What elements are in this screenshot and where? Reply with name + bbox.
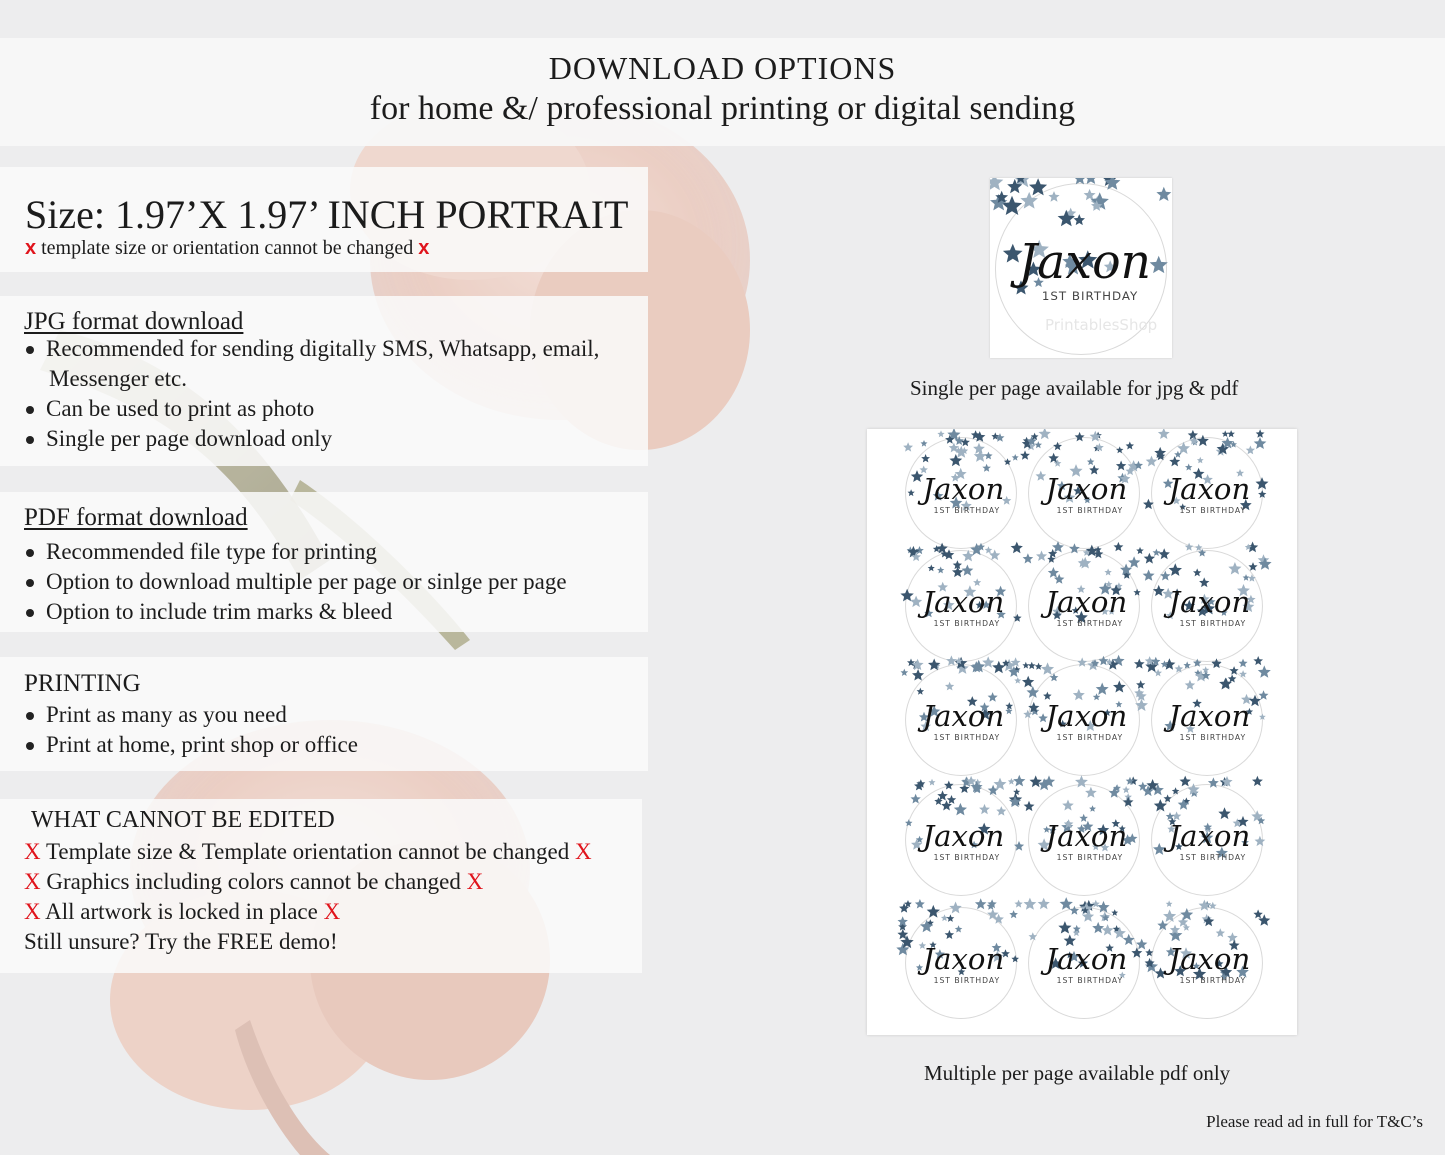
star-icon <box>1253 656 1263 665</box>
star-icon <box>1143 570 1155 581</box>
star-icon <box>1011 542 1023 554</box>
star-icon <box>1159 548 1170 559</box>
edit-line: X Graphics including colors cannot be changed X <box>24 869 484 894</box>
star-icon <box>1166 900 1173 907</box>
printing-panel <box>0 657 648 771</box>
star-icon <box>1009 910 1018 918</box>
demo-line: Still unsure? Try the FREE demo! <box>24 929 338 954</box>
list-item: Recommended file type for printing <box>24 537 567 567</box>
star-icon <box>1239 659 1248 668</box>
sticker-name: Jaxon <box>922 941 1005 976</box>
red-x-icon: X <box>24 899 41 924</box>
star-icon <box>1128 556 1140 568</box>
bullet-dot-icon <box>26 406 34 414</box>
bullet-dot-icon <box>26 436 34 444</box>
page-title: DOWNLOAD OPTIONS <box>548 50 897 86</box>
star-icon <box>1028 662 1036 669</box>
jpg-list <box>24 334 599 364</box>
star-icon <box>1022 662 1029 669</box>
star-icon <box>1084 178 1098 184</box>
list-item: Option to download multiple per page or sinlge per page <box>24 567 567 597</box>
sticker-subtitle: 1ST BIRTHDAY <box>1041 288 1139 303</box>
sticker-graphic <box>990 178 1172 358</box>
list-item-continuation: Messenger etc. <box>49 366 187 391</box>
star-icon <box>1256 429 1265 438</box>
sticker-subtitle: 1ST BIRTHDAY <box>1179 506 1247 516</box>
bullet-dot-icon <box>26 609 34 617</box>
sticker-name: Jaxon <box>1045 471 1128 506</box>
edit-lines <box>24 837 592 957</box>
sticker-name: Jaxon <box>1045 818 1128 853</box>
star-icon <box>937 430 944 437</box>
bullet-dot-icon <box>26 742 34 750</box>
star-icon <box>1227 430 1235 437</box>
pdf-panel <box>0 492 648 632</box>
list-item: Recommended for sending digitally SMS, Whatsapp, email, <box>24 334 599 364</box>
single-sticker-preview <box>990 178 1172 358</box>
sticker-name: Jaxon <box>1168 941 1251 976</box>
edit-title: WHAT CANNOT BE EDITED <box>31 807 335 833</box>
star-icon <box>1146 456 1158 467</box>
pdf-list <box>24 537 567 627</box>
star-icon <box>1254 437 1267 449</box>
star-icon <box>1024 898 1037 910</box>
star-icon <box>1022 676 1034 688</box>
star-icon <box>1013 788 1020 795</box>
sticker-name: Jaxon <box>1045 584 1128 619</box>
star-icon <box>1035 441 1042 448</box>
red-x-icon: X <box>466 869 484 894</box>
sticker-name: Jaxon <box>1168 698 1251 733</box>
single-caption: Single per page available for jpg & pdf <box>910 376 1239 400</box>
star-icon <box>975 898 987 909</box>
star-icon <box>1252 776 1263 786</box>
red-x-icon: X <box>323 899 341 924</box>
red-x-icon: X <box>574 839 592 864</box>
sticker-subtitle: 1ST BIRTHDAY <box>1056 853 1124 863</box>
star-icon <box>1041 662 1054 674</box>
star-icon <box>1008 778 1015 785</box>
sticker-name: Jaxon <box>922 471 1005 506</box>
list-item: Print at home, print shop or office <box>24 730 358 760</box>
watermark: PrintablesShop <box>1045 316 1158 334</box>
sticker-name: Jaxon <box>922 584 1005 619</box>
jpg-panel <box>0 296 648 466</box>
star-icon <box>903 442 913 451</box>
star-icon <box>1060 897 1073 910</box>
star-icon <box>1180 776 1191 787</box>
sticker-subtitle: 1ST BIRTHDAY <box>933 733 1001 743</box>
star-icon <box>1020 450 1030 459</box>
printing-title: PRINTING <box>24 670 141 697</box>
sticker-name: Jaxon <box>922 818 1005 853</box>
star-icon <box>1014 900 1022 908</box>
list-item: Single per page download only <box>24 424 332 454</box>
page-subtitle: for home &/ professional printing or digital sending <box>369 90 1076 127</box>
star-icon <box>928 779 935 786</box>
star-icon <box>1158 429 1170 439</box>
red-x-icon: X <box>24 869 41 894</box>
star-icon <box>1126 442 1134 450</box>
sticker-subtitle: 1ST BIRTHDAY <box>1056 506 1124 516</box>
list-item: Print as many as you need <box>24 700 358 730</box>
edit-line: X All artwork is locked in place X <box>24 899 341 924</box>
sticker-name: Jaxon <box>1168 584 1251 619</box>
multi-sticker-sheet <box>867 429 1297 1035</box>
star-icon <box>1030 775 1042 787</box>
star-icon <box>911 794 921 804</box>
star-icon <box>1024 801 1035 811</box>
red-x-icon: x <box>418 237 430 259</box>
bullet-dot-icon <box>26 579 34 587</box>
star-icon <box>1036 551 1047 562</box>
sticker-name: Jaxon <box>1168 818 1251 853</box>
star-icon <box>901 669 909 676</box>
size-title: Size: 1.97’X 1.97’ INCH PORTRAIT <box>25 192 629 237</box>
star-icon <box>1134 659 1145 669</box>
sticker-subtitle: 1ST BIRTHDAY <box>1056 733 1124 743</box>
sticker-subtitle: 1ST BIRTHDAY <box>933 853 1001 863</box>
star-icon <box>912 669 924 681</box>
bullet-dot-icon <box>26 712 34 720</box>
star-icon <box>1253 909 1262 918</box>
sticker-subtitle: 1ST BIRTHDAY <box>1056 619 1124 629</box>
star-icon <box>1136 547 1144 554</box>
star-icon <box>1014 677 1021 684</box>
sticker-name: Jaxon <box>1168 471 1251 506</box>
red-x-icon: x <box>25 237 37 259</box>
header-banner <box>0 38 1445 146</box>
printing-list <box>24 700 358 760</box>
sticker-subtitle: 1ST BIRTHDAY <box>1179 733 1247 743</box>
sticker-name: Jaxon <box>1045 941 1128 976</box>
star-icon <box>1023 553 1034 563</box>
pdf-title: PDF format download <box>24 504 248 531</box>
sticker-name: Jaxon <box>1045 698 1128 733</box>
star-icon <box>1136 680 1145 689</box>
star-icon <box>1222 430 1229 437</box>
sticker-subtitle: 1ST BIRTHDAY <box>1179 619 1247 629</box>
size-note <box>25 237 429 260</box>
star-icon <box>1248 562 1257 571</box>
star-icon <box>994 778 1007 790</box>
size-panel <box>0 167 648 272</box>
star-icon <box>990 178 1003 190</box>
star-icon <box>1153 549 1161 556</box>
star-icon <box>921 440 928 447</box>
star-icon <box>1246 446 1255 455</box>
star-icon <box>1038 898 1050 910</box>
red-x-icon: X <box>24 839 41 864</box>
star-icon <box>1259 690 1269 700</box>
size-note-text: template size or orientation cannot be changed <box>41 237 414 259</box>
star-icon <box>1035 663 1043 670</box>
star-icon <box>1013 775 1025 787</box>
edit-restrictions-panel <box>0 799 642 973</box>
star-icon <box>1144 553 1155 564</box>
star-icon <box>1114 542 1124 551</box>
sticker-subtitle: 1ST BIRTHDAY <box>933 619 1001 629</box>
sticker-grid <box>867 429 1297 1035</box>
jpg-title: JPG format download <box>24 308 244 335</box>
sticker-name: Jaxon <box>1018 235 1152 291</box>
edit-line: X Template size & Template orientation cannot be changed X <box>24 839 592 864</box>
star-icon <box>982 656 994 667</box>
star-icon <box>1122 786 1130 793</box>
footer-note: Please read ad in full for T&C’s <box>1206 1112 1423 1131</box>
list-item: Option to include trim marks & bleed <box>24 597 567 627</box>
star-icon <box>989 550 1000 561</box>
star-icon <box>915 899 925 909</box>
sticker-subtitle: 1ST BIRTHDAY <box>933 976 1001 986</box>
list-item: Can be used to print as photo <box>24 394 332 424</box>
star-icon <box>1156 187 1171 201</box>
star-icon <box>1154 669 1162 676</box>
bullet-dot-icon <box>26 549 34 557</box>
sticker-subtitle: 1ST BIRTHDAY <box>1179 976 1247 986</box>
sticker-subtitle: 1ST BIRTHDAY <box>1179 853 1247 863</box>
multiple-caption: Multiple per page available pdf only <box>924 1061 1231 1085</box>
star-icon <box>1039 429 1051 439</box>
sticker-subtitle: 1ST BIRTHDAY <box>933 506 1001 516</box>
sticker-subtitle: 1ST BIRTHDAY <box>1056 976 1124 986</box>
star-icon <box>985 546 993 553</box>
bullet-dot-icon <box>26 346 34 354</box>
jpg-list-2 <box>24 394 332 454</box>
sticker-name: Jaxon <box>922 698 1005 733</box>
star-icon <box>995 433 1004 442</box>
star-icon <box>1258 665 1271 677</box>
star-icon <box>1012 454 1019 461</box>
